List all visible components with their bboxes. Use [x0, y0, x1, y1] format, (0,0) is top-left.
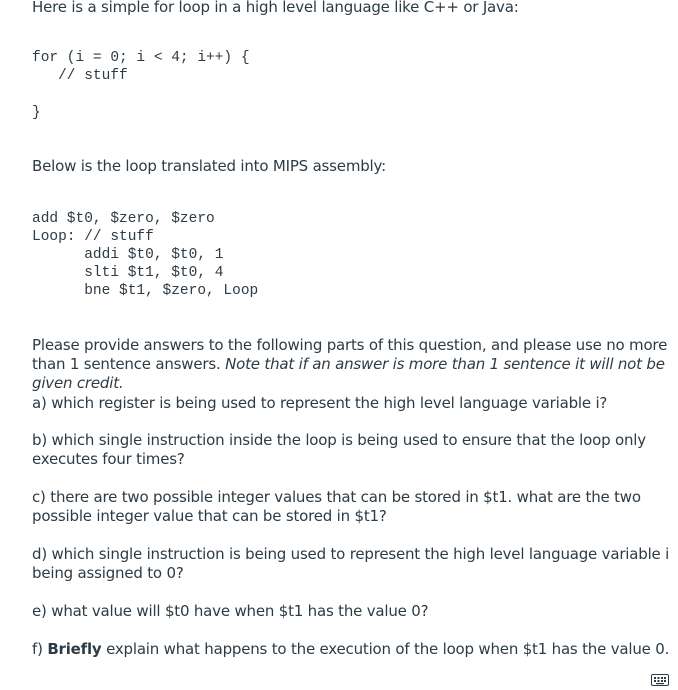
intro-text: Here is a simple for loop in a high level language like C++ or Java: — [32, 0, 519, 16]
question-a: a) which register is being used to represent the high level language variable i? — [32, 394, 608, 412]
question-f — [32, 640, 674, 659]
question-f-prefix: f) — [32, 640, 48, 658]
code-line: Loop: // stuff — [32, 229, 154, 245]
high-level-code-block — [32, 49, 250, 85]
code-line: addi $t0, $t0, 1 — [32, 247, 224, 263]
question-f-rest: explain what happens to the execution of the loop when $t1 has the value 0. — [101, 640, 670, 658]
mips-code-block — [32, 210, 258, 300]
code-line: slti $t1, $t0, 4 — [32, 265, 224, 281]
question-e: e) what value will $t0 have when $t1 has the value 0? — [32, 602, 429, 620]
instructions-text — [32, 336, 678, 393]
keyboard-icon-graphic — [651, 674, 669, 686]
keyboard-icon[interactable] — [651, 672, 669, 684]
question-c: c) there are two possible integer values that can be stored in $t1. what are the two possible integer value that can be stored in $t1? — [32, 488, 641, 525]
instructions-emphasis: Note that if an answer is more than 1 sentence it will not be given credit. — [32, 355, 665, 392]
question-f-bold: Briefly — [47, 640, 102, 658]
instructions-plain: Please provide answers to the following parts of this question, and please use no more than 1 sentence answers. — [32, 336, 668, 373]
mips-intro-text: Below is the loop translated into MIPS assembly: — [32, 157, 386, 175]
code-closing-brace: } — [32, 105, 41, 121]
question-d: d) which single instruction is being used to represent the high level language variable i being assigned to 0? — [32, 545, 670, 582]
code-line: for (i = 0; i < 4; i++) { — [32, 50, 250, 66]
code-line: // stuff — [32, 68, 128, 84]
code-line: bne $t1, $zero, Loop — [32, 283, 259, 299]
code-line: add $t0, $zero, $zero — [32, 211, 215, 227]
question-b: b) which single instruction inside the loop is being used to ensure that the loop only executes four times? — [32, 431, 646, 468]
